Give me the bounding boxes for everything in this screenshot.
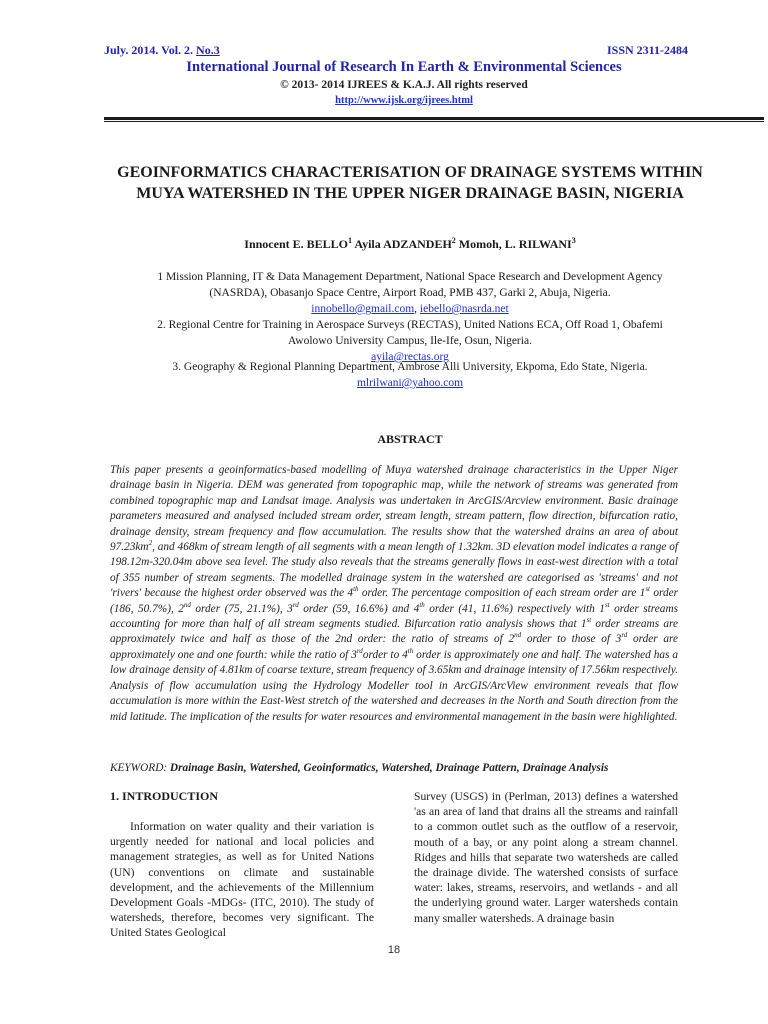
header-divider-thick — [104, 117, 764, 120]
affiliation-2-line-1: 2. Regional Centre for Training in Aerospace Surveys (RECTAS), United Nations ECA, Off Road 1, Obafemi — [157, 319, 663, 331]
header-divider-thin — [104, 121, 764, 122]
issn: ISSN 2311-2484 — [607, 43, 689, 57]
affiliation-3-line-1: 3. Geography & Regional Planning Department, Ambrose Alli University, Ekpoma, Edo State, Nigeria. — [172, 361, 648, 373]
introduction-left-column: Information on water quality and their variation is urgently needed for national and local policies and management strategies, as well as for United Nations (UN) conventions on climate and sustainable development, and the achievements of the Millennium Development Goals -MDGs- (ITC, 2010). The study of watersheds, therefore, becomes very significant. The United States Geological — [110, 820, 374, 940]
author-2-sup: 2 — [451, 236, 456, 245]
email-link-mlrilwani[interactable]: mlrilwani@yahoo.com — [356, 377, 464, 389]
copyright-line: © 2013- 2014 IJREES & K.A.J. All rights reserved — [280, 79, 528, 91]
issue-date-volume: July. 2014. Vol. 2. — [104, 43, 197, 57]
affiliation-1-line-2: (NASRDA), Obasanjo Space Centre, Airport Road, PMB 437, Garki 2, Abuja, Nigeria. — [209, 287, 611, 299]
email-link-iebello[interactable]: iebello@nasrda.net — [419, 303, 509, 315]
paper-title: GEOINFORMATICS CHARACTERISATION OF DRAINAGE SYSTEMS WITHIN MUYA WATERSHED IN THE UPPER NIGER DRAINAGE BASIN, NIGERIA — [117, 164, 703, 202]
author-list — [110, 236, 710, 252]
author-1: Innocent E. BELLO — [244, 237, 348, 251]
keywords — [110, 762, 608, 774]
affiliation-2-line-2: Awolowo University Campus, Ile-Ife, Osun, Nigeria. — [288, 335, 532, 347]
affiliation-1-line-1: 1 Mission Planning, IT & Data Management Department, National Space Research and Development Agency — [157, 271, 663, 283]
keywords-list: Drainage Basin, Watershed, Geoinformatics, Watershed, Drainage Pattern, Drainage Analysis — [167, 762, 609, 774]
email-link-ayila[interactable]: ayila@rectas.org — [371, 351, 449, 363]
journal-url-link[interactable]: http://www.ijsk.org/ijrees.html — [335, 95, 473, 106]
author-3-sup: 3 — [571, 236, 576, 245]
email-separator: , — [414, 303, 420, 315]
issue-number: No.3 — [196, 43, 220, 57]
author-2: Ayila ADZANDEH — [351, 237, 452, 251]
issue-info — [104, 43, 220, 58]
affiliation-1-emails — [106, 301, 714, 317]
introduction-right-column: Survey (USGS) in (Perlman, 2013) defines a watershed 'as an area of land that drains all the streams and rainfall to a common outlet such as the outflow of a reservoir, mouth of a bay, or any point along a stream channel. Ridges and hills that separate two watersheds are called the drainage divide. The watershed consists of surface water: lakes, streams, reservoirs, and wetlands - and all the underlying ground water. Larger watersheds contain many smaller watersheds. A drainage basin — [414, 790, 678, 925]
affiliation-2 — [106, 317, 714, 365]
keywords-label: KEYWORD: — [110, 762, 168, 774]
introduction-heading: 1. INTRODUCTION — [110, 789, 219, 803]
affiliation-3 — [106, 359, 714, 391]
email-link-innobello[interactable]: innobello@gmail.com — [311, 303, 415, 315]
journal-name: International Journal of Research In Earth & Environmental Sciences — [186, 59, 622, 75]
author-3: Momoh, L. RILWANI — [455, 237, 572, 251]
abstract-heading: ABSTRACT — [377, 432, 443, 446]
page-number: 18 — [387, 944, 401, 956]
affiliation-3-email-row — [106, 375, 714, 391]
abstract-body: This paper presents a geoinformatics-based modelling of Muya watershed drainage characteristics in the Upper Niger drainage basin in Nigeria. DEM was generated from topographic map, while the network of streams was generated from combined topographic map and Landsat image. Analysis was undertaken in ArcGIS/Arcview environment. Basic drainage parameters measured and analysed included stream order, stream length, stream pattern, flow direction, bifurcation ratio, drainage density, stream frequency and flow accumulation. The results show that the watershed drains an area of about $97.23km^2$, and 468km of stream length of all segments with a mean length of 1.32km. 3D elevation model indicates a range of 198.12m-320.04m above sea level. The study also reveals that the streams generally flows in east-west direction with a total of 355 number of stream segments. The modelled drainage system in the watershed are categorised as 'streams' and not 'rivers' because the highest order observed was the 4th order. The percentage composition of each stream order are 1st order (186, 50.7%), 2nd order (75, 21.1%), 3rd order (59, 16.6%) and 4th order (41, 11.6%) respectively with 1st order streams accounting for more than half of all stream segments studied. Bifurcation ratio analysis shows that 1st order streams are approximately twice and half as those of the 2nd order: the ratio of streams of 2nd order to those of 3rd order are approximately one and one fourth: while the ratio of 3rdorder to 4th order is approximately one and half. The watershed has a low drainage density of 4.81km of coarse texture, stream frequency of 3.65km and drainage intensity of 17.56km respectively. Analysis of flow accumulation using the Hydrology Modeller tool in ArcGIS/ArcView environment reveals that flow accumulation is more within the East-West stretch of the watershed and decreases in the North and South direction from the mid latitude. The implication of the results for water resources and environmental management in the basin were highlighted. — [110, 464, 679, 723]
author-1-sup: 1 — [347, 236, 352, 245]
affiliation-1 — [106, 269, 714, 317]
